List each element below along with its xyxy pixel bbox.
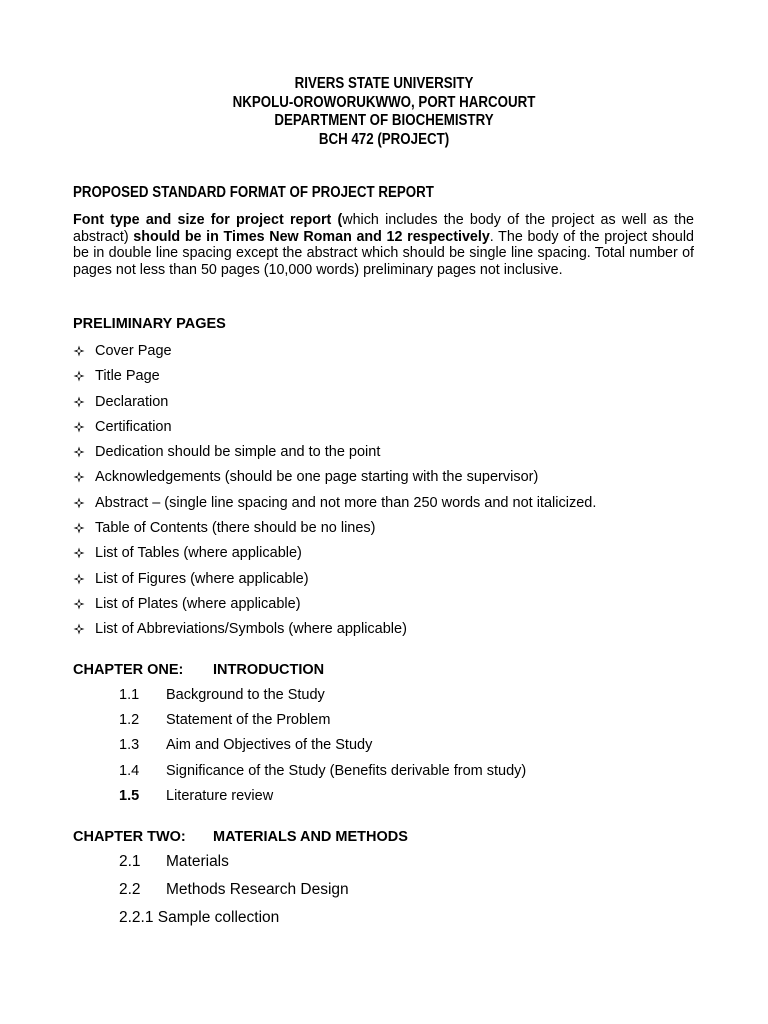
- intro-text-2: . The body of the project should be in double line spacing except the abstract which should be single line spacing. Total number of pages not less than 50 pages (10,000 words) preliminary pages not inclusive.: [73, 228, 695, 278]
- preliminary-list-item: [73, 595, 596, 620]
- section-number: 1.3: [119, 737, 140, 753]
- preliminary-list-item: [73, 443, 596, 468]
- diamond-bullet-icon: [73, 623, 85, 635]
- diamond-bullet-icon: [73, 396, 85, 408]
- document-title: PROPOSED STANDARD FORMAT OF PROJECT REPORT: [73, 184, 434, 201]
- diamond-bullet-icon: [73, 573, 85, 585]
- preliminary-item-label: List of Abbreviations/Symbols (where applicable): [95, 621, 407, 638]
- section-number: 1.4: [119, 763, 140, 779]
- preliminary-item-label: List of Figures (where applicable): [95, 570, 309, 587]
- section-number: 2.1: [119, 853, 141, 870]
- chapter-one-item: [119, 737, 372, 753]
- university-address: NKPOLU-OROWORUKWWO, PORT HARCOURT: [232, 93, 536, 111]
- preliminary-item-label: Title Page: [95, 368, 160, 385]
- course-code: BCH 472 (PROJECT): [318, 130, 450, 148]
- section-title: Significance of the Study (Benefits derivable from study): [166, 763, 527, 779]
- preliminary-list-item: [73, 367, 596, 392]
- intro-bold-1: Font type and size for project report (: [73, 212, 343, 228]
- chapter-one-item: [119, 763, 526, 779]
- section-number: 1.5: [119, 788, 140, 804]
- section-number: 1.1: [119, 687, 140, 703]
- preliminary-list-item: [73, 342, 596, 367]
- preliminary-item-label: Declaration: [95, 393, 169, 410]
- chapter-two-label: CHAPTER TWO:: [73, 829, 186, 845]
- diamond-bullet-icon: [73, 497, 85, 509]
- preliminary-item-label: Certification: [95, 418, 172, 435]
- section-title: Methods Research Design: [166, 881, 349, 898]
- diamond-bullet-icon: [73, 471, 85, 483]
- preliminary-heading: PRELIMINARY PAGES: [73, 316, 226, 332]
- chapter-one-item: [119, 687, 325, 703]
- intro-paragraph: [73, 212, 694, 278]
- preliminary-item-label: Cover Page: [95, 343, 172, 359]
- preliminary-list-item: [73, 393, 596, 418]
- diamond-bullet-icon: [73, 345, 85, 357]
- section-title: Materials: [166, 853, 229, 870]
- diamond-bullet-icon: [73, 547, 85, 559]
- intro-bold-2: should be in Times New Roman and 12 respectively: [133, 228, 490, 245]
- preliminary-list-item: [73, 418, 596, 443]
- section-title: Background to the Study: [166, 687, 325, 703]
- diamond-bullet-icon: [73, 598, 85, 610]
- diamond-bullet-icon: [73, 370, 85, 382]
- preliminary-list-item: [73, 544, 596, 569]
- section-title: Statement of the Problem: [166, 712, 331, 728]
- section-number: 2.2: [119, 881, 141, 898]
- chapter-two-item: [119, 881, 349, 899]
- preliminary-list-item: [73, 468, 596, 493]
- preliminary-list-item: [73, 570, 596, 595]
- preliminary-item-label: Table of Contents (there should be no lines): [95, 520, 376, 537]
- document-header: [54, 75, 714, 149]
- chapter-two-title: MATERIALS AND METHODS: [213, 829, 408, 845]
- preliminary-item-label: List of Tables (where applicable): [95, 545, 302, 562]
- chapter-one-item: [119, 712, 330, 728]
- preliminary-list: [73, 342, 596, 646]
- chapter-one-item: [119, 788, 273, 804]
- university-name: RIVERS STATE UNIVERSITY: [294, 75, 474, 92]
- diamond-bullet-icon: [73, 446, 85, 458]
- intro-text-1: which includes the body of the project as well as the abstract): [73, 212, 694, 245]
- preliminary-item-label: Dedication should be simple and to the point: [95, 444, 381, 461]
- preliminary-list-item: [73, 519, 596, 544]
- diamond-bullet-icon: [73, 421, 85, 433]
- preliminary-item-label: Acknowledgements (should be one page starting with the supervisor): [95, 469, 539, 486]
- preliminary-list-item: [73, 620, 596, 645]
- section-number: 1.2: [119, 712, 140, 728]
- chapter-one-title: INTRODUCTION: [213, 662, 325, 678]
- chapter-two-heading: [73, 829, 408, 845]
- section-title: Aim and Objectives of the Study: [166, 737, 373, 753]
- chapter-one-heading: [73, 662, 325, 678]
- preliminary-item-label: List of Plates (where applicable): [95, 595, 301, 612]
- department-name: DEPARTMENT OF BIOCHEMISTRY: [274, 112, 494, 129]
- preliminary-list-item: [73, 494, 596, 519]
- section-title: Literature review: [166, 788, 274, 804]
- chapter-one-label: CHAPTER ONE:: [73, 662, 184, 678]
- sub-item-2-2-1: 2.2.1 Sample collection: [119, 909, 280, 926]
- diamond-bullet-icon: [73, 522, 85, 534]
- preliminary-item-label: Abstract – (single line spacing and not more than 250 words and not italicized.: [95, 494, 597, 511]
- chapter-two-item: [119, 853, 229, 871]
